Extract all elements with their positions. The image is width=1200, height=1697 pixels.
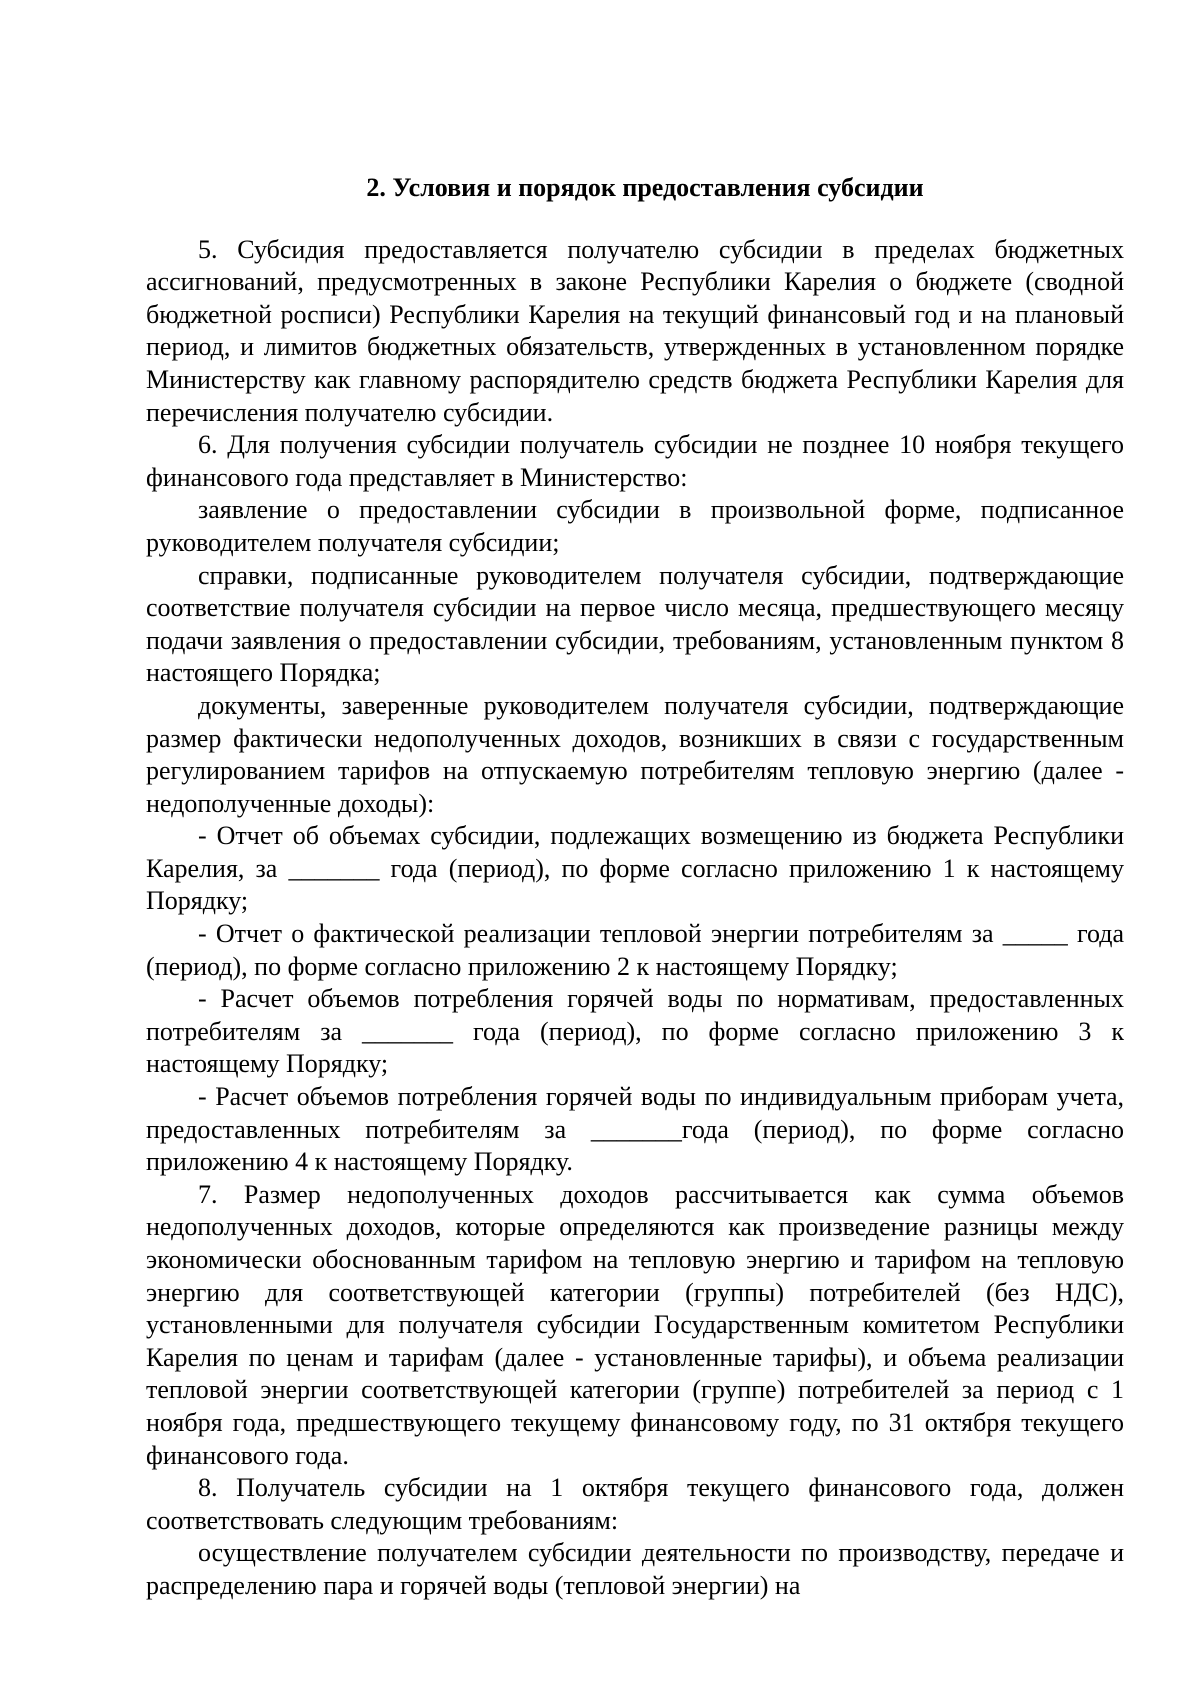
paragraph-8-requirement: осуществление получателем субсидии деятельности по производству, передаче и распределению пара и горячей воды (тепловой энергии) на: [146, 1538, 1124, 1600]
list-item-meter-calculation: - Расчет объемов потребления горячей воды по индивидуальным приборам учета, предоставленных потребителям за _______года (период), по форме согласно приложению 4 к настоящему Порядку.: [146, 1082, 1124, 1177]
paragraph-6-certificates: справки, подписанные руководителем получателя субсидии, подтверждающие соответствие получателя субсидии на первое число месяца, предшествующего месяцу подачи заявления о предоставлении субсидии, требованиям, установленным пунктом 8 настоящего Порядка;: [146, 560, 1124, 688]
document-page: [146, 172, 1124, 1603]
paragraph-6-documents: документы, заверенные руководителем получателя субсидии, подтверждающие размер фактически недополученных доходов, возникших в связи с государственным регулированием тарифов на отпускаемую потребителям тепловую энергию (далее - недополученные доходы):: [146, 690, 1124, 818]
paragraph-5: 5. Субсидия предоставляется получателю субсидии в пределах бюджетных ассигнований, предусмотренных в законе Республики Карелия о бюджете (сводной бюджетной росписи) Республики Карелия на текущий финансовый год и на плановый период, и лимитов бюджетных обязательств, утвержденных в установленном порядке Министерству как главному распорядителю средств бюджета Республики Карелия для перечисления получателю субсидии.: [146, 234, 1124, 427]
paragraph-6: 6. Для получения субсидии получатель субсидии не позднее 10 ноября текущего финансового года представляет в Министерство:: [146, 430, 1124, 492]
paragraph-6-application: заявление о предоставлении субсидии в произвольной форме, подписанное руководителем получателя субсидии;: [146, 495, 1124, 557]
paragraph-8: 8. Получатель субсидии на 1 октября текущего финансового года, должен соответствовать следующим требованиям:: [146, 1473, 1124, 1535]
list-item-norm-calculation: - Расчет объемов потребления горячей воды по нормативам, предоставленных потребителям за _______ года (период), по форме согласно приложению 3 к настоящему Порядку;: [146, 984, 1124, 1079]
paragraph-7: 7. Размер недополученных доходов рассчитывается как сумма объемов недополученных доходов, которые определяются как произведение разницы между экономически обоснованным тарифом на тепловую энергию и тарифом на тепловую энергию для соответствующей категории (группы) потребителей (без НДС), установленными для получателя субсидии Государственным комитетом Республики Карелия по ценам и тарифам (далее - установленные тарифы), и объема реализации тепловой энергии соответствующей категории (группе) потребителей за период с 1 ноября года, предшествующего текущему финансовому году, по 31 октября текущего финансового года.: [146, 1179, 1124, 1470]
section-title: 2. Условия и порядок предоставления субсидии: [366, 173, 924, 202]
list-item-subsidy-report: - Отчет об объемах субсидии, подлежащих возмещению из бюджета Республики Карелия, за _______ года (период), по форме согласно приложению 1 к настоящему Порядку;: [146, 821, 1124, 916]
list-item-heat-sales-report: - Отчет о фактической реализации тепловой энергии потребителям за _____ года (период), по форме согласно приложению 2 к настоящему Порядку;: [146, 919, 1124, 981]
